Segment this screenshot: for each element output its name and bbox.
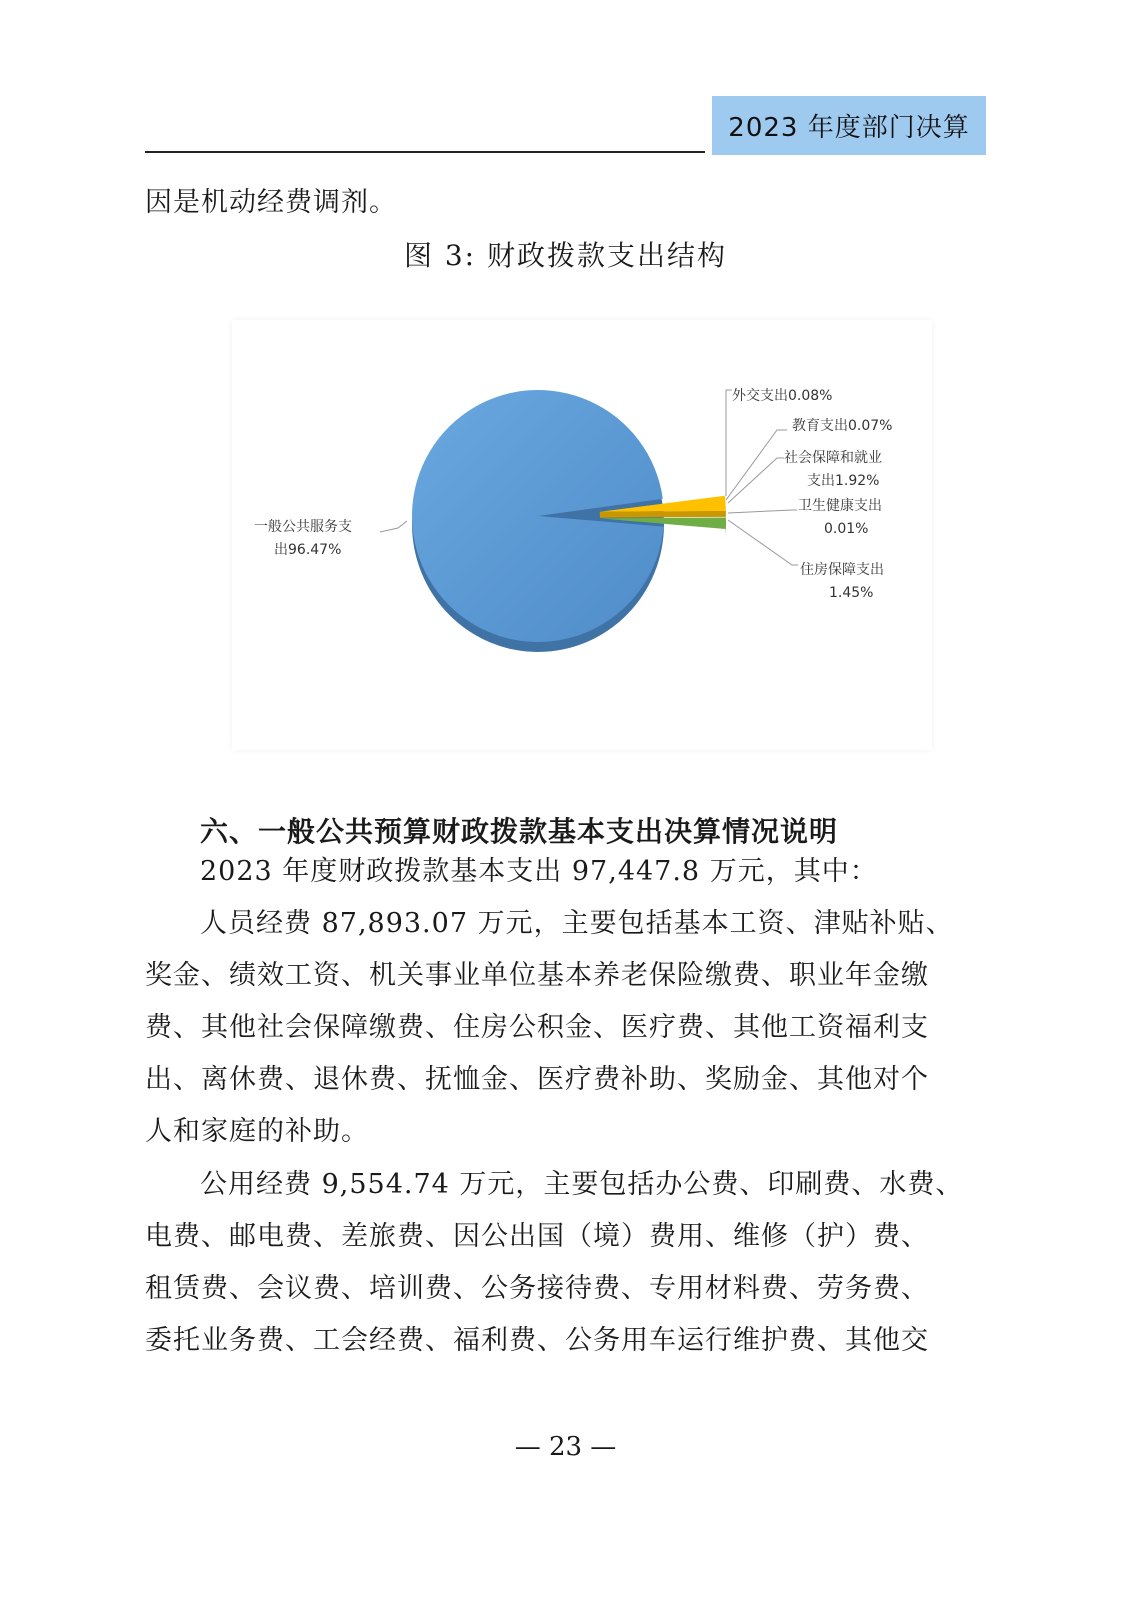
paragraph-personnel-line5: 人和家庭的补助。 bbox=[145, 1116, 369, 1147]
paragraph-public-line1: 公用经费 9,554.74 万元，主要包括办公费、印刷费、水费、 bbox=[200, 1169, 964, 1200]
section-heading: 六、一般公共预算财政拨款基本支出决算情况说明 bbox=[200, 815, 839, 848]
label-housing-line1: 住房保障支出 bbox=[800, 562, 884, 578]
label-social-security-line1: 社会保障和就业 bbox=[784, 450, 882, 466]
leader-line-health bbox=[728, 510, 797, 513]
label-general-line2: 出96.47% bbox=[274, 542, 342, 558]
leader-line-diplomacy bbox=[726, 390, 732, 496]
paragraph-public-line3: 租赁费、会议费、培训费、公务接待费、专用材料费、劳务费、 bbox=[145, 1273, 929, 1304]
leader-line-general bbox=[380, 521, 407, 532]
pie-slice-social-security-depth bbox=[600, 511, 726, 518]
document-header-tag: 2023 年度部门决算 bbox=[712, 96, 986, 155]
label-general-line1: 一般公共服务支 bbox=[254, 519, 352, 535]
label-health-line1: 卫生健康支出 bbox=[798, 498, 882, 514]
leader-line-education bbox=[726, 430, 787, 500]
intro-line: 因是机动经费调剂。 bbox=[145, 187, 397, 218]
figure-title: 图 3: 财政拨款支出结构 bbox=[403, 239, 728, 272]
paragraph-personnel-line3: 费、其他社会保障缴费、住房公积金、医疗费、其他工资福利支 bbox=[145, 1012, 929, 1043]
label-housing-line2: 1.45% bbox=[829, 585, 874, 601]
leader-line-housing bbox=[728, 520, 798, 565]
pie-chart bbox=[232, 320, 932, 750]
paragraph-public-line4: 委托业务费、工会经费、福利费、公务用车运行维护费、其他交 bbox=[145, 1325, 929, 1356]
label-education: 教育支出0.07% bbox=[792, 418, 893, 434]
label-health-line2: 0.01% bbox=[824, 521, 869, 537]
page-number: — 23 — bbox=[514, 1432, 617, 1462]
paragraph-public-line2: 电费、邮电费、差旅费、因公出国（境）费用、维修（护）费、 bbox=[145, 1221, 929, 1252]
paragraph-personnel-line1: 人员经费 87,893.07 万元，主要包括基本工资、津贴补贴、 bbox=[200, 908, 954, 939]
label-diplomacy: 外交支出0.08% bbox=[732, 388, 833, 404]
label-social-security-line2: 支出1.92% bbox=[807, 473, 880, 489]
paragraph-personnel-line2: 奖金、绩效工资、机关事业单位基本养老保险缴费、职业年金缴 bbox=[145, 960, 929, 991]
pie-chart-svg bbox=[232, 320, 932, 750]
paragraph-personnel-line4: 出、离休费、退休费、抚恤金、医疗费补助、奖励金、其他对个 bbox=[145, 1064, 929, 1095]
paragraph-basic-expenditure: 2023 年度财政拨款基本支出 97,447.8 万元，其中： bbox=[200, 856, 878, 887]
leader-line-social-security bbox=[728, 458, 784, 503]
header-rule bbox=[145, 151, 705, 153]
